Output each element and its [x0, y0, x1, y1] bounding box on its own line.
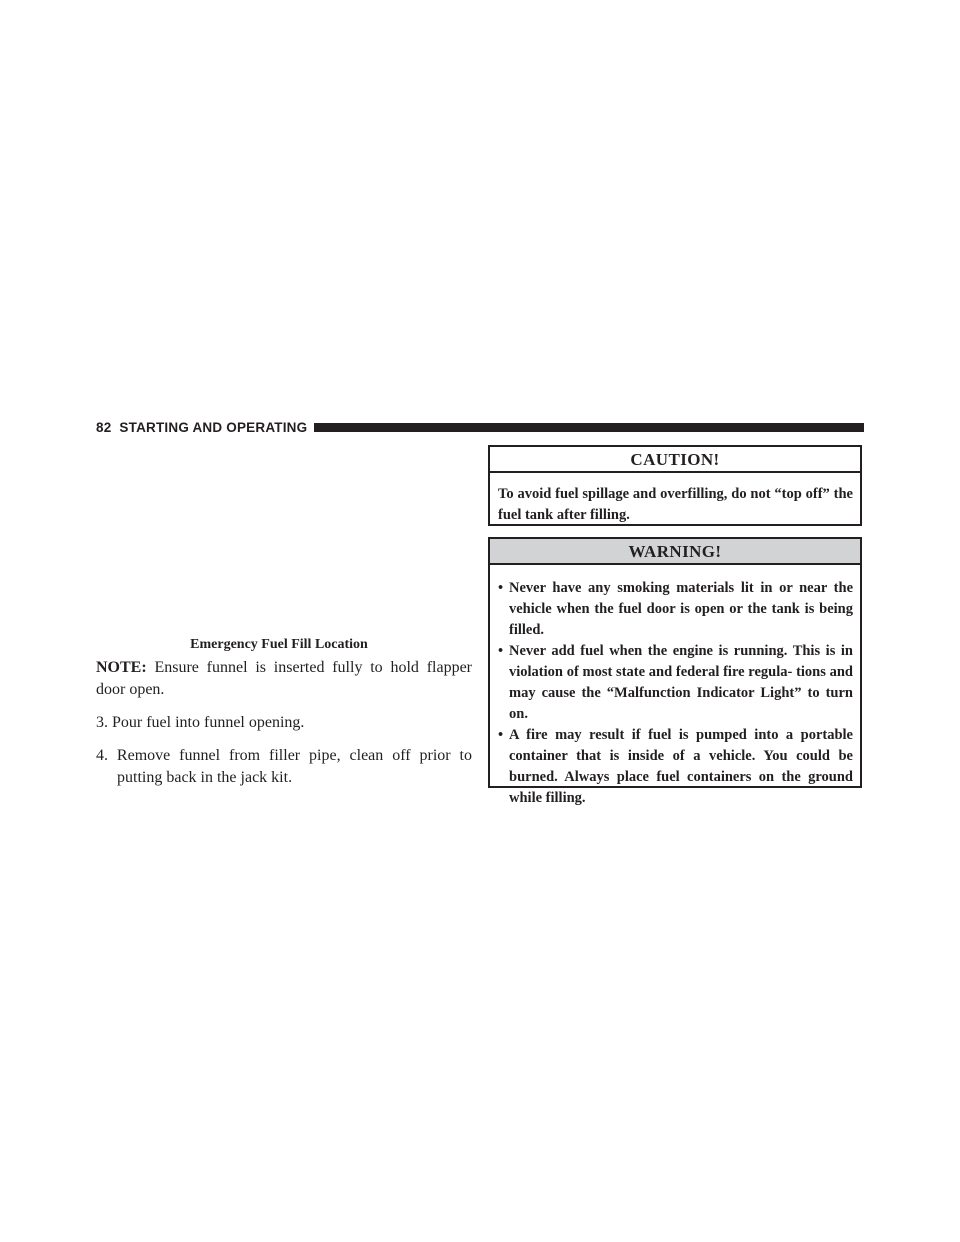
step-3: 3. Pour fuel into funnel opening. [96, 714, 305, 731]
warning-item-text: Never add fuel when the engine is running. This is in violation of most state and federal fire regula- tions and may cause the “Malfunction Indicator Light” to turn on. [509, 643, 853, 722]
figure-caption: Emergency Fuel Fill Location [190, 637, 368, 652]
warning-item-text: A fire may result if fuel is pumped into a portable container that is inside of a vehicle. You could be burned. Always place fuel containers on the ground while filling. [509, 727, 853, 806]
note-paragraph [96, 657, 472, 701]
left-column [96, 440, 472, 789]
bullet-icon: • [498, 727, 504, 743]
warning-item [498, 641, 853, 725]
bullet-icon: • [498, 580, 504, 596]
caution-box [488, 445, 862, 526]
warning-title: WARNING! [490, 539, 860, 565]
step-4: 4. Remove funnel from filler pipe, clean off prior to putting back in the jack kit. [96, 747, 472, 786]
warning-item [498, 725, 853, 809]
page-header [96, 417, 864, 437]
warning-item-text: Never have any smoking materials lit in or near the vehicle when the fuel door is open or the tank is being filled. [509, 580, 853, 638]
note-text: Ensure funnel is inserted fully to hold flapper door open. [96, 659, 472, 698]
caution-title: CAUTION! [490, 447, 860, 473]
header-rule [314, 423, 864, 432]
warning-item [498, 578, 853, 641]
bullet-icon: • [498, 643, 504, 659]
section-title: STARTING AND OPERATING [119, 419, 308, 435]
caution-text: To avoid fuel spillage and overfilling, do not “top off” the fuel tank after filling. [498, 486, 853, 523]
page-number: 82 [96, 419, 112, 435]
warning-body [490, 565, 860, 809]
warning-box [488, 537, 862, 806]
figure-area [96, 440, 472, 636]
note-label: NOTE: [96, 659, 147, 676]
